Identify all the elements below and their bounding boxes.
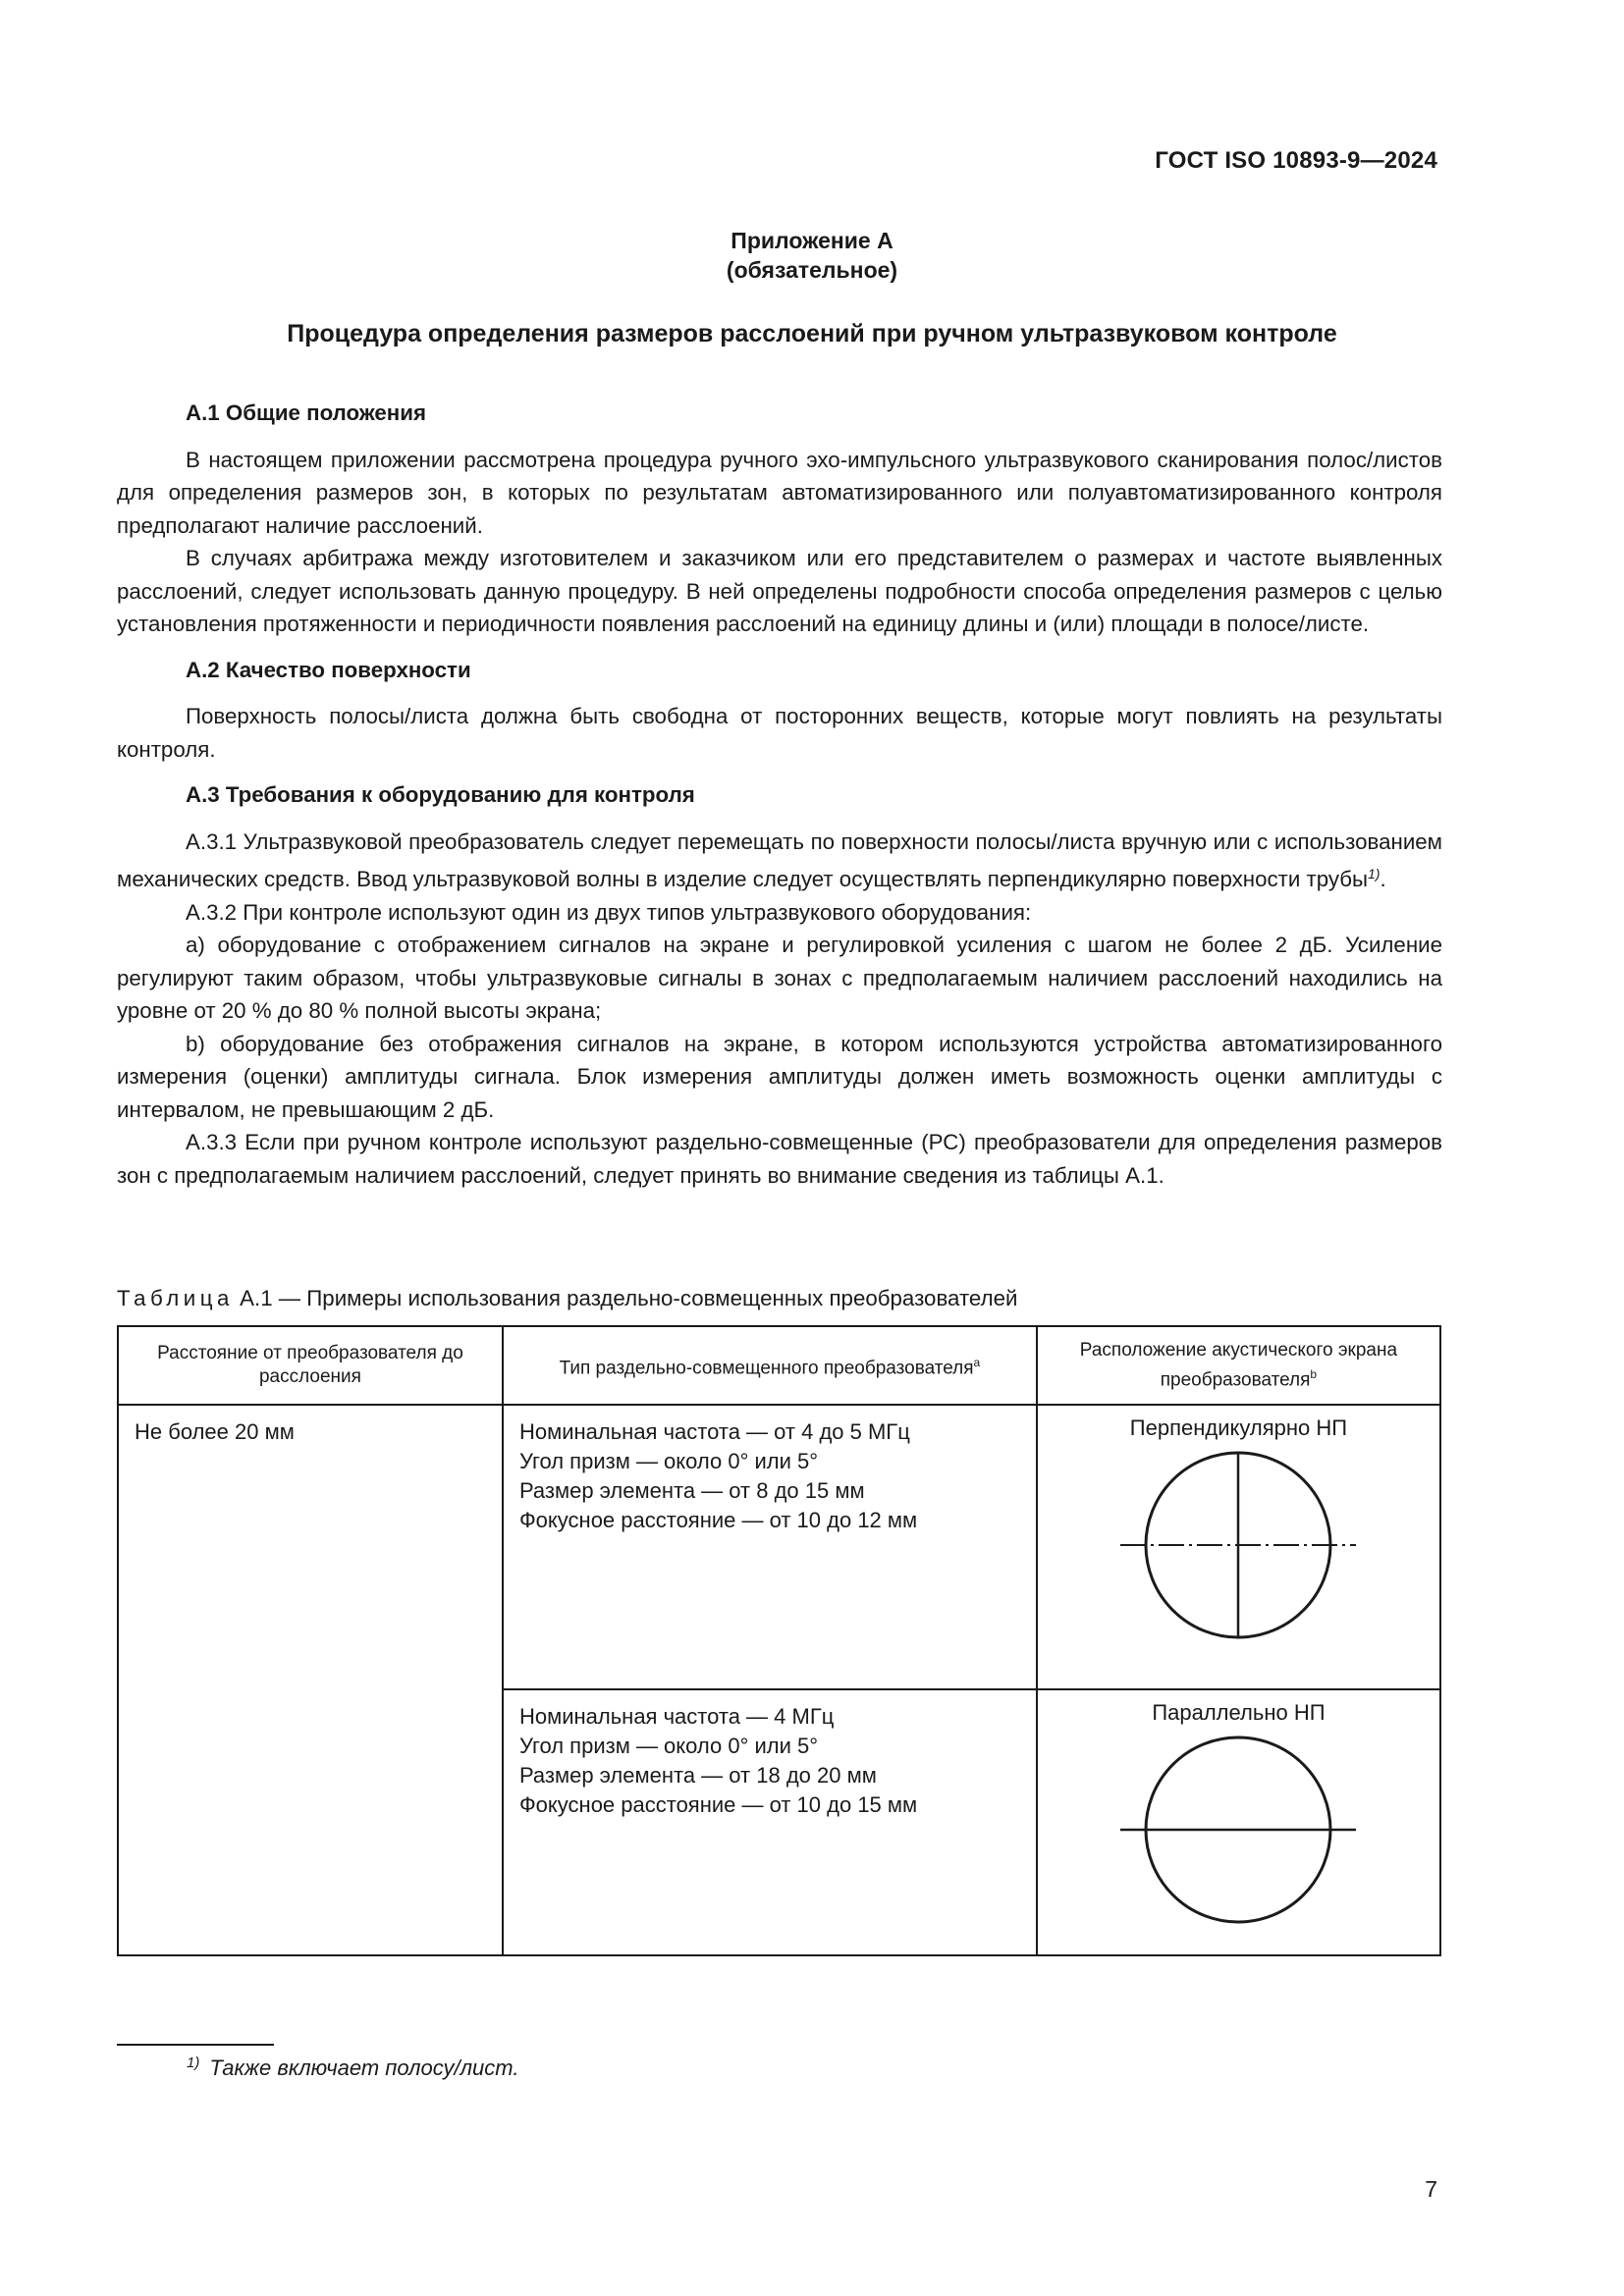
header-note-b: b xyxy=(1310,1366,1318,1381)
screen-label: Параллельно НП xyxy=(1152,1700,1326,1725)
perpendicular-screen-diagram xyxy=(1120,1447,1356,1643)
section-a1-paragraph-2: В случаях арбитража между изготовителем и заказчиком или его представителем о размерах и частоте выявленных расслоений, следует использовать данную процедуру. В ней определены подробности способа определения размеров с целью установления протяженности и периодичности появления расслоений на единицу длины и (или) площади в полосе/листе. xyxy=(117,546,1442,636)
table-row xyxy=(118,1405,1440,1689)
spec-line: Угол призм — около 0° или 5° xyxy=(518,1449,819,1473)
section-a1-heading: А.1 Общие положения xyxy=(186,400,426,425)
section-a31-text: А.3.1 Ультразвуковой преобразователь следует перемещать по поверхности полосы/листа вручную или с использованием механических средств. Ввод ультразвуковой волны в изделие следует осуществлять перпендикулярно поверхности трубы xyxy=(117,828,1442,891)
spec-line: Номинальная частота — от 4 до 5 МГц xyxy=(518,1419,910,1444)
body-text xyxy=(117,397,1442,1192)
footnote-marker: 1) xyxy=(187,2055,200,2071)
transducer-spec-cell-2 xyxy=(503,1689,1037,1955)
annex-heading xyxy=(0,226,1624,285)
table-caption-label: Таблица xyxy=(117,1286,234,1310)
screen-cell-2 xyxy=(1037,1689,1440,1955)
section-a32-paragraph: А.3.2 При контроле используют один из двух типов ультразвукового оборудования: xyxy=(186,899,1032,925)
annex-status: (обязательное) xyxy=(726,257,898,283)
distance-cell: Не более 20 мм xyxy=(118,1405,503,1955)
footnote-text: Также включает полосу/лист. xyxy=(209,2056,519,2080)
spec-line: Фокусное расстояние — от 10 до 12 мм xyxy=(518,1508,918,1532)
header-note-a: a xyxy=(973,1355,981,1369)
table-caption xyxy=(117,1286,1017,1311)
transducer-spec-cell-1 xyxy=(503,1405,1037,1689)
header-transducer-type-text: Тип раздельно-совмещенного преобразователя xyxy=(559,1358,974,1379)
section-a31-paragraph xyxy=(117,826,1442,896)
page-number: 7 xyxy=(1425,2176,1437,2202)
spec-line: Фокусное расстояние — от 10 до 15 мм xyxy=(518,1792,918,1817)
section-a2-paragraph: Поверхность полосы/листа должна быть свободна от посторонних веществ, которые могут повлиять на результаты контроля. xyxy=(117,704,1442,762)
table-header-row xyxy=(118,1326,1440,1405)
spec-line: Номинальная частота — 4 МГц xyxy=(518,1704,835,1729)
section-a2-heading: А.2 Качество поверхности xyxy=(186,657,471,682)
section-a3-heading: А.3 Требования к оборудованию для контроля xyxy=(186,782,695,807)
footnote-divider xyxy=(117,2044,274,2046)
section-a32-item-b: b) оборудование без отображения сигналов на экране, в котором используются устройства автоматизированного измерения (оценки) амплитуды сигнала. Блок измерения амплитуды должен иметь возможность оценки амплитуды с интервалом, не превышающим 2 дБ. xyxy=(117,1031,1442,1122)
spec-line: Размер элемента — от 8 до 15 мм xyxy=(518,1478,865,1503)
transducer-table xyxy=(117,1325,1441,1956)
document-code: ГОСТ ISO 10893-9—2024 xyxy=(1155,147,1437,174)
spec-line: Размер элемента — от 18 до 20 мм xyxy=(518,1763,877,1788)
section-a31-end: . xyxy=(1380,867,1386,891)
table-caption-text: А.1 — Примеры использования раздельно-совмещенных преобразователей xyxy=(233,1286,1018,1310)
footnote-reference: 1) xyxy=(1368,866,1380,881)
screen-cell-1 xyxy=(1037,1405,1440,1689)
header-transducer-type xyxy=(503,1326,1037,1405)
section-a1-paragraph-1: В настоящем приложении рассмотрена процедура ручного эхо-импульсного ультразвукового сканирования полос/листов для определения размеров зон, в которых по результатам автоматизированного или полуавтоматизированного контроля предполагают наличие расслоений. xyxy=(117,447,1442,538)
header-distance: Расстояние от преобразователя до расслоения xyxy=(118,1326,503,1405)
annex-title: Процедура определения размеров расслоений при ручном ультразвуковом контроле xyxy=(287,320,1337,347)
footnote xyxy=(187,2055,519,2081)
spec-line: Угол призм — около 0° или 5° xyxy=(518,1734,819,1758)
annex-label: Приложение А xyxy=(731,228,893,253)
screen-label: Перпендикулярно НП xyxy=(1129,1415,1348,1440)
header-screen-position xyxy=(1037,1326,1440,1405)
parallel-screen-diagram xyxy=(1120,1732,1356,1928)
section-a33-paragraph: А.3.3 Если при ручном контроле используют раздельно-совмещенные (РС) преобразователи для определения размеров зон с предполагаемым наличием расслоений, следует принять во внимание сведения из таблицы А.1. xyxy=(117,1130,1442,1188)
header-screen-position-text: Расположение акустического экрана преобразователя xyxy=(1079,1339,1398,1391)
section-a32-item-a: a) оборудование с отображением сигналов на экране и регулировкой усиления с шагом не более 2 дБ. Усиление регулируют таким образом, чтобы ультразвуковые сигналы в зонах с предполагаемым наличием расслоений находились на уровне от 20 % до 80 % полной высоты экрана; xyxy=(117,933,1442,1023)
